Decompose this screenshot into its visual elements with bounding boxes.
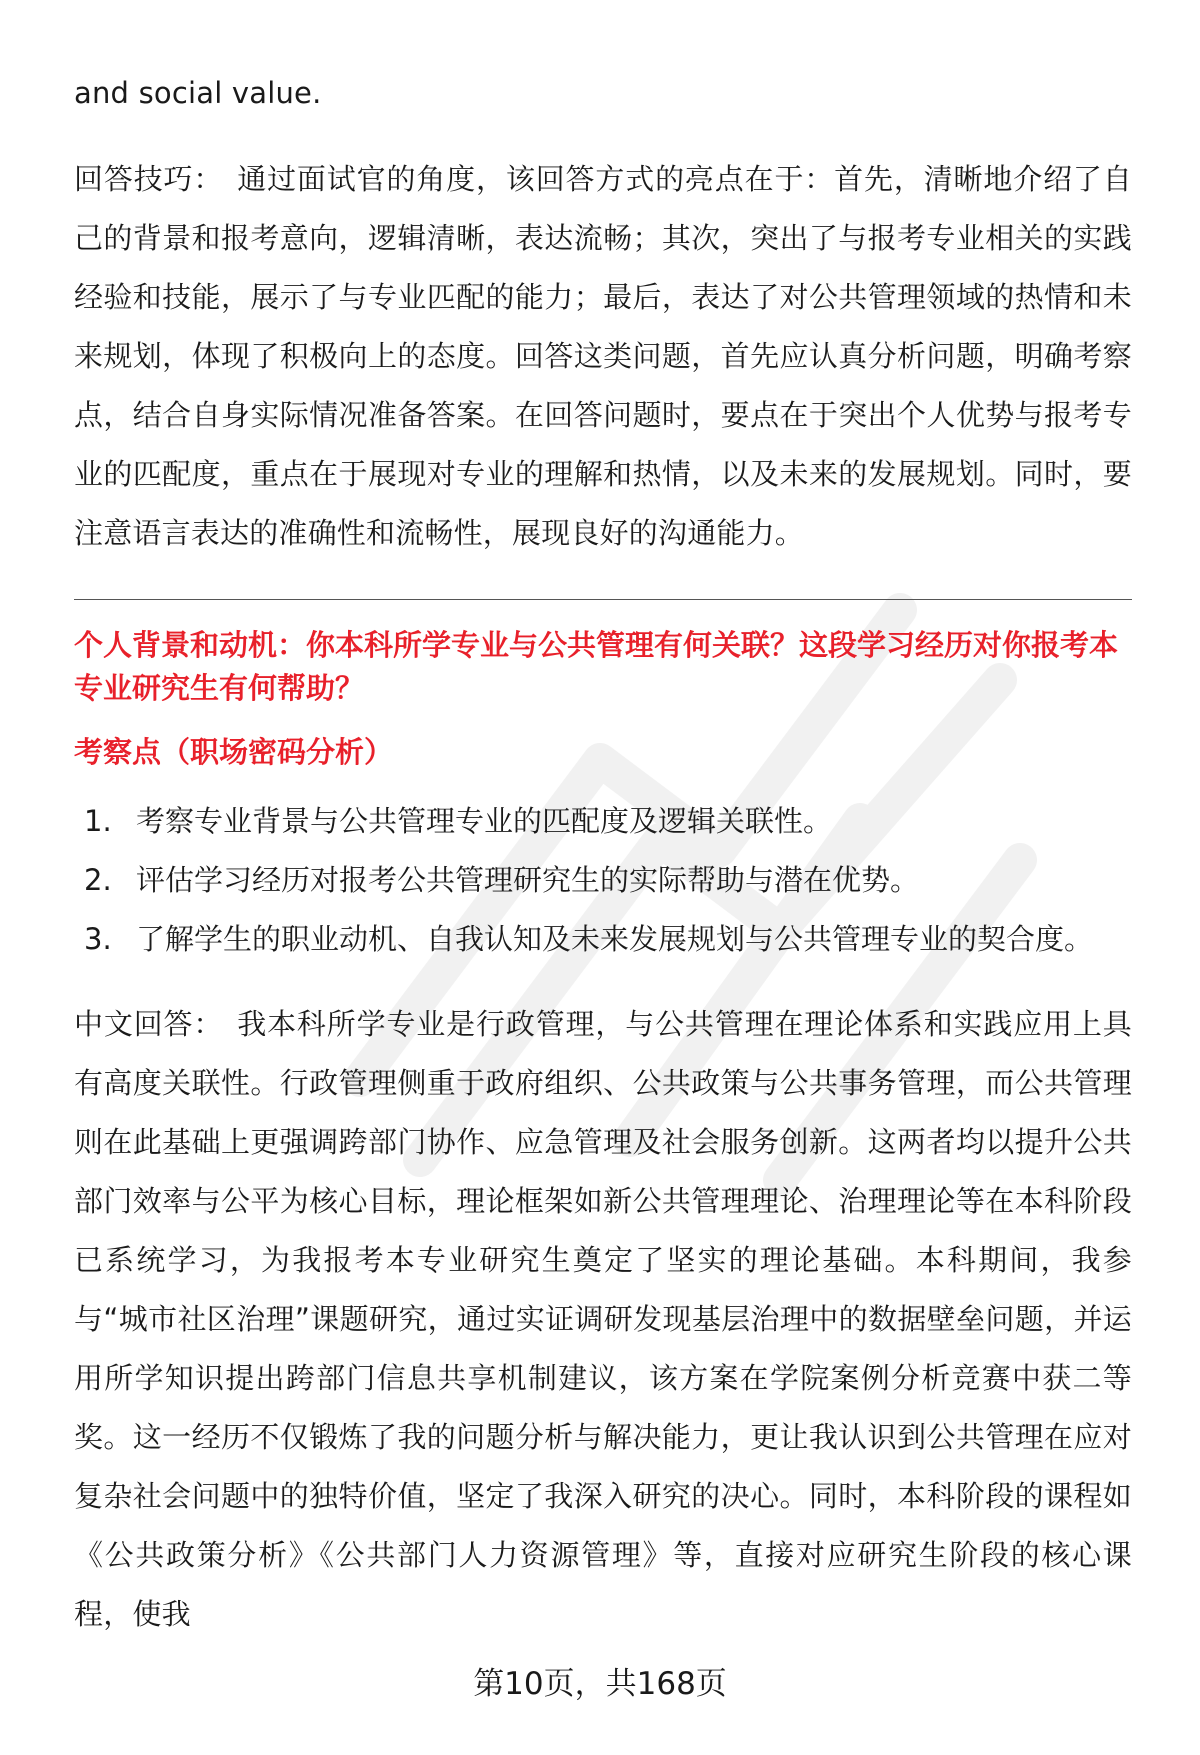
focus-heading: 考察点（职场密码分析） [74,735,394,769]
answer-paragraph [74,995,1132,1644]
section-divider [74,599,1132,600]
list-item-text: 评估学习经历对报考公共管理研究生的实际帮助与潜在优势。 [136,863,920,897]
page-number-footer: 第10页，共168页 [473,1666,727,1702]
list-item-number: 3. [84,922,112,956]
answer-text: 我本科所学专业是行政管理，与公共管理在理论体系和实践应用上具有高度关联性。行政管理侧重于政府组织、公共政策与公共事务管理，而公共管理则在此基础上更强调跨部门协作、应急管理及社会服务创新。这两者均以提升公共部门效率与公平为核心目标，理论框架如新公共管理理论、治理理论等在本科阶段已系统学习，为我报考本专业研究生奠定了坚实的理论基础。本科期间，我参与“城市社区治理”课题研究，通过实证调研发现基层治理中的数据壁垒问题，并运用所学知识提出跨部门信息共享机制建议，该方案在学院案例分析竞赛中获二等奖。这一经历不仅锻炼了我的问题分析与解决能力，更让我认识到公共管理在应对复杂社会问题中的独特价值，坚定了我深入研究的决心。同时，本科阶段的课程如《公共政策分析》《公共部门人力资源管理》等，直接对应研究生阶段的核心课程，使我 [74,1007,1132,1631]
list-item [74,851,1132,910]
tips-paragraph [74,150,1132,563]
list-item [74,792,1132,851]
intro-tail-text: and social value. [74,76,322,110]
list-item [74,910,1132,969]
list-item-number: 1. [84,804,112,838]
question-heading: 个人背景和动机：你本科所学专业与公共管理有何关联？这段学习经历对你报考本专业研究生有何帮助？ [74,628,1119,705]
list-item-text: 考察专业背景与公共管理专业的匹配度及逻辑关联性。 [136,804,833,838]
tips-label: 回答技巧： [74,162,224,196]
content-area [74,64,1132,1644]
answer-label: 中文回答： [74,1007,224,1041]
list-item-number: 2. [84,863,112,897]
tips-text: 通过面试官的角度，该回答方式的亮点在于：首先，清晰地介绍了自己的背景和报考意向，逻辑清晰，表达流畅；其次，突出了与报考专业相关的实践经验和技能，展示了与专业匹配的能力；最后，表达了对公共管理领域的热情和未来规划，体现了积极向上的态度。回答这类问题，首先应认真分析问题，明确考察点，结合自身实际情况准备答案。在回答问题时，要点在于突出个人优势与报考专业的匹配度，重点在于展现对专业的理解和热情，以及未来的发展规划。同时，要注意语言表达的准确性和流畅性，展现良好的沟通能力。 [74,162,1132,550]
focus-points-list [74,792,1132,969]
list-item-text: 了解学生的职业动机、自我认知及未来发展规划与公共管理专业的契合度。 [136,922,1094,956]
